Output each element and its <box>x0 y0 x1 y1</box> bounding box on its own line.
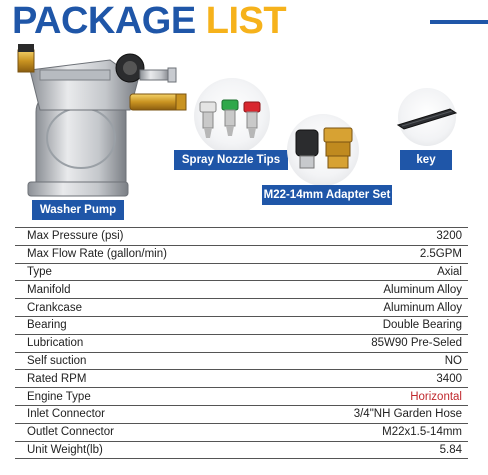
spec-name: Outlet Connector <box>15 423 267 441</box>
spec-row <box>15 388 468 406</box>
spec-value: Double Bearing <box>267 316 468 334</box>
specs-table <box>15 227 468 459</box>
spec-name: Bearing <box>15 316 267 334</box>
spec-name: Crankcase <box>15 299 267 317</box>
spec-value: 85W90 Pre-Seled <box>267 334 468 352</box>
spec-name: Engine Type <box>15 388 267 406</box>
spec-row <box>15 316 468 334</box>
adapter-set-image <box>290 118 360 178</box>
spec-name: Max Flow Rate (gallon/min) <box>15 245 267 263</box>
spec-row <box>15 299 468 317</box>
spec-row <box>15 352 468 370</box>
washer-pump-label: Washer Pump <box>32 200 124 220</box>
spec-row <box>15 228 468 246</box>
spec-value: Aluminum Alloy <box>267 281 468 299</box>
spec-value: Aluminum Alloy <box>267 299 468 317</box>
spec-row <box>15 245 468 263</box>
page-title <box>12 0 286 44</box>
spec-value: 3200 <box>267 228 468 246</box>
spec-value: 5.84 <box>267 441 468 459</box>
spec-row <box>15 281 468 299</box>
spec-name: Self suction <box>15 352 267 370</box>
adapter-set-label: M22-14mm Adapter Set <box>262 185 392 205</box>
spec-row <box>15 405 468 423</box>
spec-value: M22x1.5-14mm <box>267 423 468 441</box>
spec-name: Max Pressure (psi) <box>15 228 267 246</box>
title-word-list: LIST <box>205 0 287 42</box>
spec-value: 3/4"NH Garden Hose <box>267 405 468 423</box>
spec-value: Horizontal <box>267 388 468 406</box>
spec-name: Unit Weight(lb) <box>15 441 267 459</box>
spec-name: Manifold <box>15 281 267 299</box>
spec-value: NO <box>267 352 468 370</box>
washer-pump-image <box>10 40 200 210</box>
spec-name: Rated RPM <box>15 370 267 388</box>
spray-nozzle-tips-image <box>194 88 270 144</box>
spec-name: Lubrication <box>15 334 267 352</box>
spec-row <box>15 263 468 281</box>
title-accent-bar <box>430 20 488 24</box>
spec-row <box>15 370 468 388</box>
spec-value: 2.5GPM <box>267 245 468 263</box>
spec-value: 3400 <box>267 370 468 388</box>
key-image <box>392 105 462 133</box>
spec-name: Type <box>15 263 267 281</box>
spec-row <box>15 423 468 441</box>
spray-nozzle-tips-label: Spray Nozzle Tips <box>174 150 288 170</box>
spec-name: Inlet Connector <box>15 405 267 423</box>
spec-row <box>15 441 468 459</box>
key-label: key <box>400 150 452 170</box>
spec-value: Axial <box>267 263 468 281</box>
title-word-package: PACKAGE <box>12 0 196 42</box>
spec-row <box>15 334 468 352</box>
